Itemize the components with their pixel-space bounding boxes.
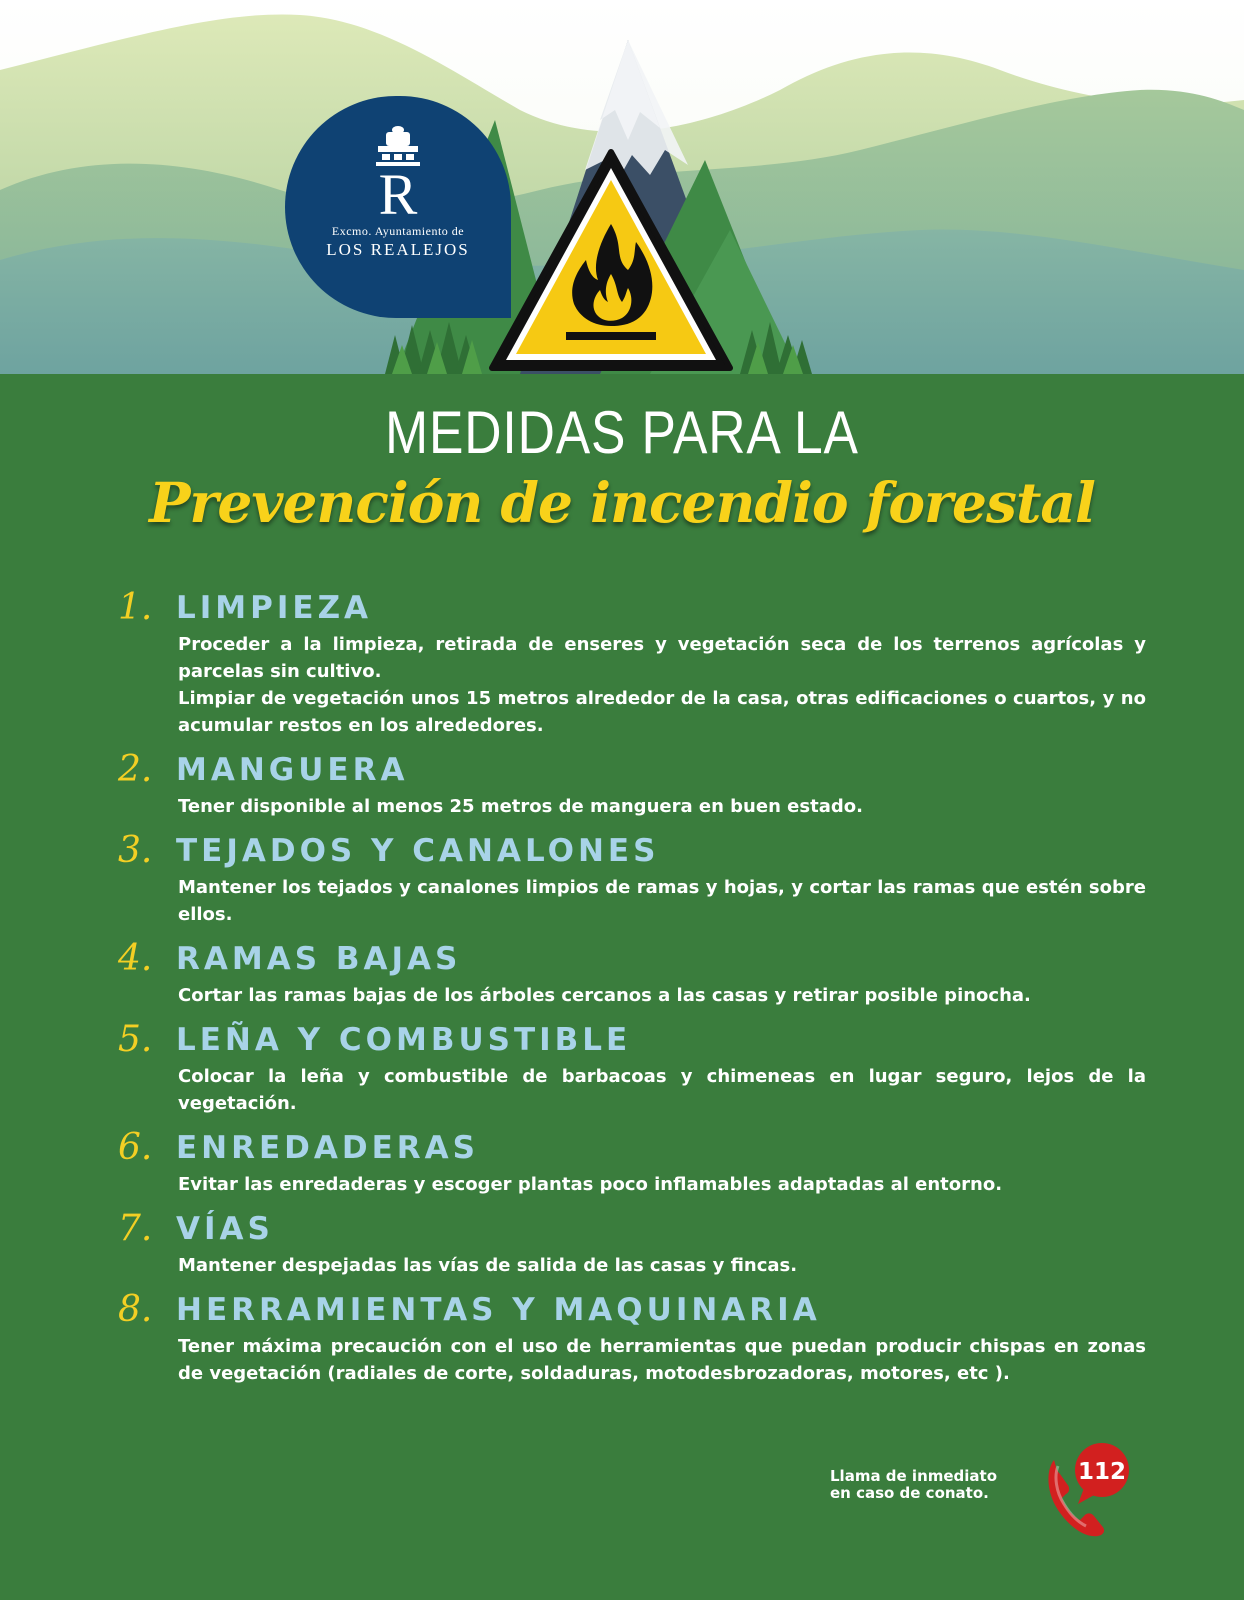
measure-text: Cortar las ramas bajas de los árboles cercanos a las casas y retirar posible pinocha. bbox=[178, 985, 1031, 1006]
measure-heading: RAMAS BAJAS bbox=[176, 941, 462, 977]
measure-item-2 bbox=[118, 747, 1128, 820]
measure-text: Mantener despejadas las vías de salida de las casas y fincas. bbox=[178, 1255, 798, 1276]
emergency-call-line-2: en caso de conato. bbox=[830, 1484, 989, 1502]
measure-heading: LIMPIEZA bbox=[176, 590, 373, 626]
measure-number: 8. bbox=[118, 1289, 153, 1330]
measure-item-3 bbox=[118, 828, 1146, 928]
logo-name: LOS REALEJOS bbox=[326, 240, 470, 259]
measure-text: Tener máxima precaución con el uso de herramientas que puedan producir chispas en zonas de vegetación (radiales de corte, soldaduras, motodesbrozadoras, motores, etc ). bbox=[178, 1336, 1146, 1384]
phone-icon bbox=[1040, 1440, 1140, 1540]
measure-text: Tener disponible al menos 25 metros de manguera en buen estado. bbox=[178, 796, 863, 817]
title-line-1: MEDIDAS PARA LA bbox=[385, 399, 859, 466]
measure-text: Evitar las enredaderas y escoger plantas poco inflamables adaptadas al entorno. bbox=[178, 1174, 1003, 1195]
measure-number: 5. bbox=[118, 1019, 153, 1060]
measure-text: Limpiar de vegetación unos 15 metros alrededor de la casa, otras edificaciones o cuartos, y no acumular restos en los alrededores. bbox=[178, 688, 1146, 736]
measure-number: 7. bbox=[118, 1208, 153, 1249]
measure-item-6 bbox=[118, 1125, 1128, 1198]
emergency-number: 112 bbox=[1077, 1459, 1127, 1485]
measure-item-4 bbox=[118, 936, 1128, 1009]
measure-heading: MANGUERA bbox=[176, 752, 409, 788]
measure-number: 3. bbox=[118, 830, 153, 871]
measure-heading: ENREDADERAS bbox=[176, 1130, 479, 1166]
measure-number: 6. bbox=[118, 1127, 153, 1168]
measure-heading: LEÑA Y COMBUSTIBLE bbox=[176, 1022, 632, 1058]
svg-text:R: R bbox=[378, 162, 418, 216]
measure-number: 4. bbox=[118, 938, 153, 979]
title-line-2: Prevención de incendio forestal bbox=[149, 470, 1095, 535]
emergency-call-text bbox=[830, 1468, 1030, 1502]
measure-item-7 bbox=[118, 1206, 1128, 1279]
measure-number: 2. bbox=[118, 749, 153, 790]
measure-number: 1. bbox=[118, 587, 153, 628]
logo-subtitle: Excmo. Ayuntamiento de bbox=[331, 224, 465, 238]
measure-item-1 bbox=[118, 585, 1146, 739]
castle-r-emblem-icon bbox=[348, 126, 448, 216]
measure-heading: VÍAS bbox=[176, 1211, 274, 1247]
measure-item-5 bbox=[118, 1017, 1146, 1117]
measure-heading: TEJADOS Y CANALONES bbox=[176, 833, 660, 869]
measure-text: Mantener los tejados y canalones limpios de ramas y hojas, y cortar las ramas que estén sobre ellos. bbox=[178, 877, 1146, 925]
measure-item-8 bbox=[118, 1287, 1146, 1387]
flammable-warning-icon bbox=[486, 146, 736, 374]
measure-text: Proceder a la limpieza, retirada de enseres y vegetación seca de los terrenos agrícolas y parcelas sin cultivo. bbox=[178, 634, 1146, 682]
measures-list bbox=[118, 585, 1146, 1395]
emergency-call-line-1: Llama de inmediato bbox=[830, 1467, 998, 1485]
municipality-logo bbox=[285, 96, 511, 318]
measure-heading: HERRAMIENTAS Y MAQUINARIA bbox=[176, 1292, 821, 1328]
measure-text: Colocar la leña y combustible de barbacoas y chimeneas en lugar seguro, lejos de la vegetación. bbox=[178, 1066, 1146, 1114]
